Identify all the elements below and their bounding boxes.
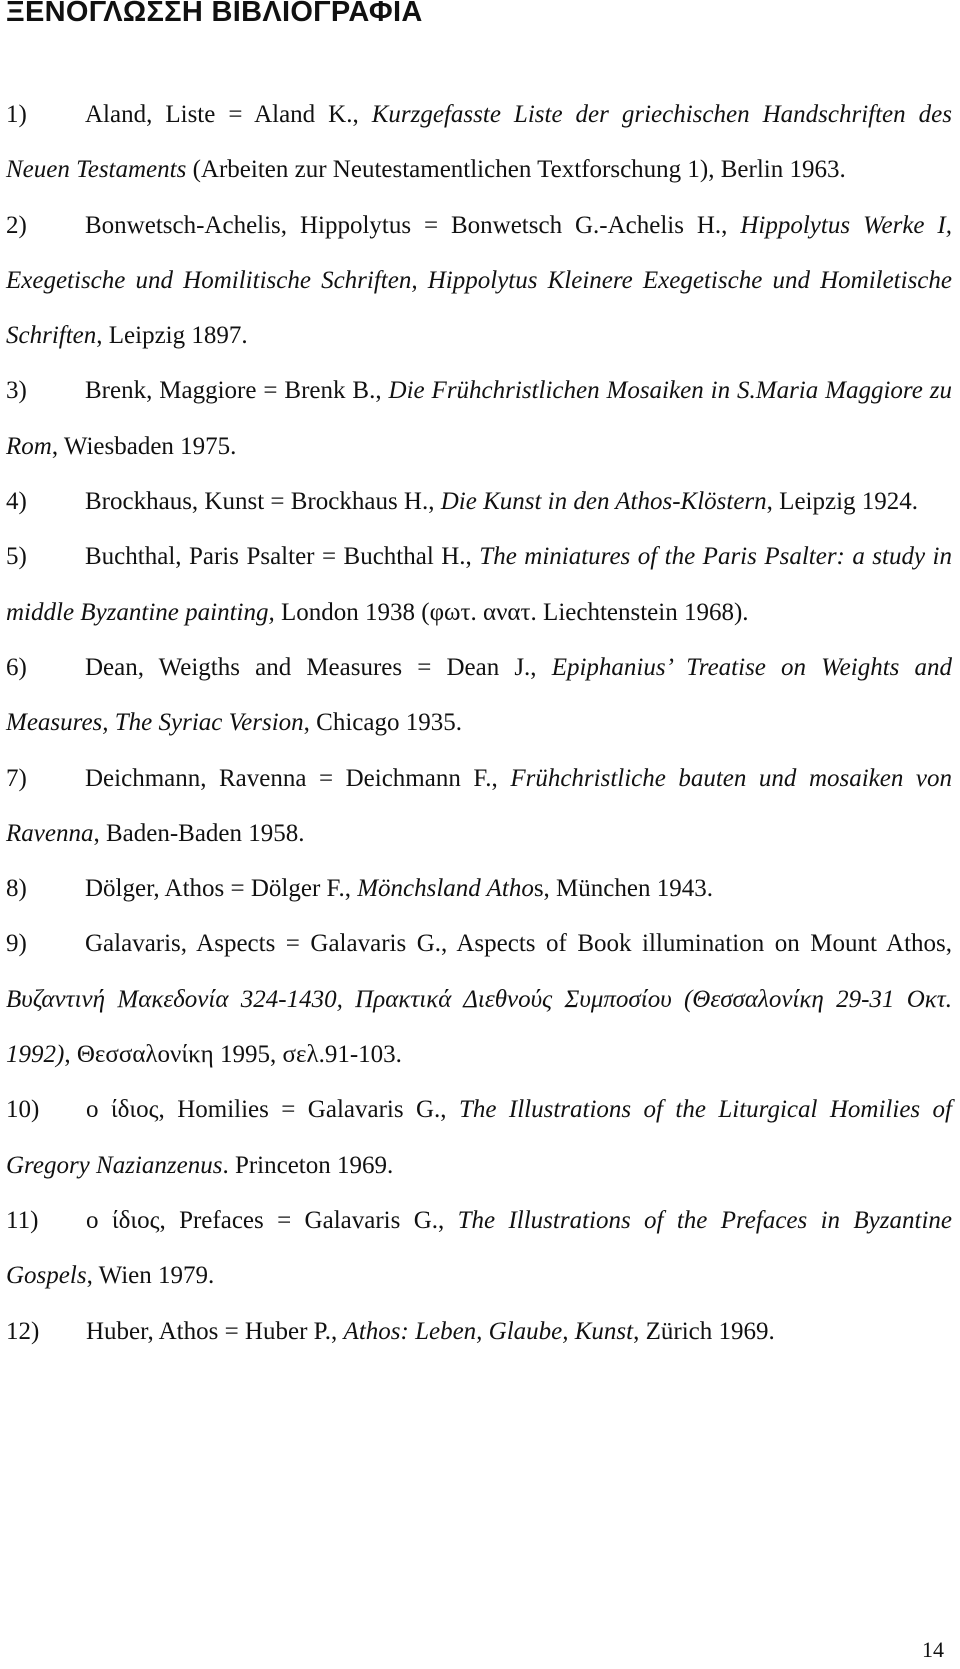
page-number: 14	[922, 1637, 944, 1662]
entry-number: 4)	[6, 488, 27, 516]
bibliography-entry	[6, 916, 952, 1082]
entry-text: . Princeton 1969.	[222, 1151, 394, 1179]
entry-text: (Arbeiten zur Neutestamentlichen Textforschung 1), Berlin 1963.	[186, 156, 846, 184]
entry-italic-text: Kurzgefasste Liste der griechischen Handschriften des Neuen Testaments	[6, 101, 952, 184]
bibliography-entry	[6, 861, 952, 916]
entry-text: , Zürich 1969.	[633, 1317, 775, 1345]
entry-text: Dölger, Athos = Dölger F.,	[85, 875, 358, 903]
entry-italic-text: Mönchsland Atho	[357, 875, 534, 903]
bibliography-entry	[6, 1193, 952, 1304]
entry-italic-text: Die Frühchristlichen Mosaiken in S.Maria Maggiore zu Rom	[6, 377, 952, 460]
document-page	[6, 0, 952, 1669]
entry-text: Brenk, Maggiore = Brenk B.,	[85, 377, 389, 405]
entry-number: 9)	[6, 930, 27, 958]
entry-text: Aland, Liste = Aland K.,	[85, 101, 372, 128]
entry-text: Brockhaus, Kunst = Brockhaus H.,	[85, 488, 441, 516]
entry-text: , Wien 1979.	[86, 1262, 215, 1290]
bibliography-entry	[6, 198, 952, 364]
entry-text: Bonwetsch-Achelis, Hippolytus = Bonwetsch G.-Achelis H.,	[85, 211, 741, 239]
bibliography-entry	[6, 87, 952, 198]
entry-text: Deichmann, Ravenna = Deichmann F.,	[85, 764, 511, 792]
entry-text: , Leipzig 1897.	[96, 322, 248, 350]
bibliography-entry	[6, 640, 952, 751]
bibliography-entry	[6, 363, 952, 474]
entry-italic-text: The miniatures of the Paris Psalter: a study in middle Byzantine painting,	[6, 543, 952, 626]
entry-text: s, München 1943.	[533, 875, 713, 903]
entry-italic-text: Die Kunst in den Athos-Klöstern	[440, 488, 767, 516]
page-title: ΞΕΝΟΓΛΩΣΣΗ ΒΙΒΛΙΟΓΡΑΦΙΑ	[6, 0, 423, 28]
entry-number: 6)	[6, 653, 27, 681]
bibliography-entry	[6, 1082, 952, 1193]
entry-number: 7)	[6, 764, 27, 792]
entry-number: 1)	[6, 101, 27, 128]
bibliography-entry	[6, 529, 952, 640]
entry-number: 11)	[6, 1206, 39, 1234]
entry-number: 3)	[6, 377, 27, 405]
entry-number: 5)	[6, 543, 27, 571]
entry-italic-text: Epiphanius’ Treatise on Weights and Measures, The Syriac Version	[6, 653, 953, 737]
entry-number: 8)	[6, 875, 27, 903]
bibliography-entry	[6, 751, 952, 862]
entry-italic-text: Frühchristliche bauten und mosaiken von Ravenna	[6, 764, 952, 847]
entry-text: ο ίδιος, Prefaces = Galavaris G.,	[86, 1206, 458, 1234]
bibliography-list	[6, 87, 952, 1359]
entry-text: Galavaris, Aspects = Galavaris G., Aspects of Book illumination on Mount Athos,	[85, 930, 952, 958]
entry-number: 2)	[6, 211, 27, 239]
bibliography-entry	[6, 474, 952, 529]
entry-text: Buchthal, Paris Psalter = Buchthal H.,	[85, 543, 480, 571]
bibliography-entry	[6, 1304, 952, 1359]
entry-italic-text: The Illustrations of the Prefaces in Byzantine Gospels	[6, 1206, 952, 1290]
entry-italic-text: Βυζαντινή Μακεδονία 324-1430, Πρακτικά Διεθνούς Συμποσίου (Θεσσαλονίκη 29-31 Οκτ. 1992)	[6, 985, 952, 1069]
entry-text: London 1938 (φωτ. ανατ. Liechtenstein 1968).	[274, 598, 749, 626]
entry-italic-text: Hippolytus Werke I, Exegetische und Homilitische Schriften, Hippolytus Kleinere Exegetische und Homiletische Schriften	[6, 211, 952, 350]
entry-text: , Leipzig 1924.	[766, 488, 919, 516]
entry-number: 12)	[6, 1317, 40, 1345]
entry-number: 10)	[6, 1096, 40, 1124]
entry-text: Dean, Weigths and Measures = Dean J.,	[85, 653, 552, 681]
entry-italic-text: Athos: Leben, Glaube, Kunst	[343, 1317, 634, 1345]
entry-text: , Chicago 1935.	[303, 709, 462, 737]
entry-italic-text: The Illustrations of the Liturgical Homilies of Gregory Nazianzenus	[6, 1096, 952, 1179]
entry-text: ο ίδιος, Homilies = Galavaris G.,	[86, 1096, 459, 1124]
entry-text: , Θεσσαλονίκη 1995, σελ.91-103.	[64, 1041, 402, 1069]
entry-text: Huber, Athos = Huber P.,	[86, 1317, 344, 1345]
entry-text: , Baden-Baden 1958.	[93, 819, 305, 847]
entry-text: , Wiesbaden 1975.	[51, 432, 237, 460]
